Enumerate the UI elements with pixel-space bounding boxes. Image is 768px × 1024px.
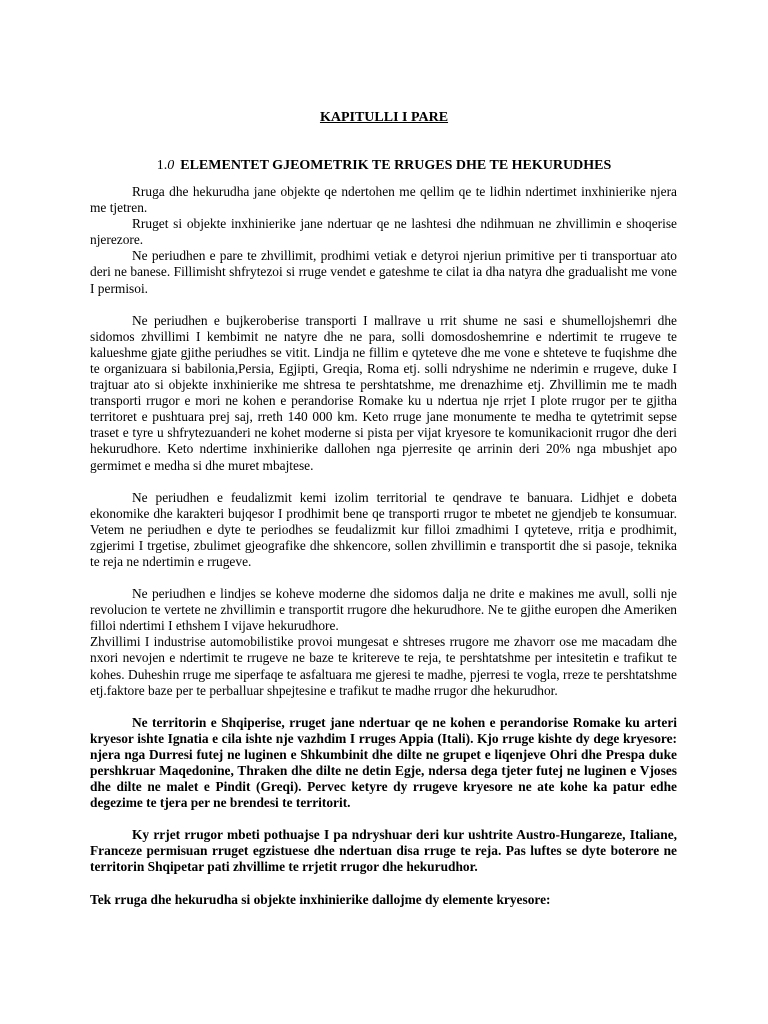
paragraph-1: Rruga dhe hekurudha jane objekte qe ndertohen me qellim qe te lidhin ndertimet inxhinierike njera me tjetren. <box>90 184 677 216</box>
paragraph-4: Ne periudhen e bujkeroberise transporti I mallrave u rrit shume ne sasi e shumellojshemri dhe sidomos zhvillimi I kembimit ne natyre dhe ne para, solli domosdoshemrine e ndertimit te rrugeve te kalueshme gjate gjithe periudhes se vitit. Lindja ne fillim e qyteteve dhe me vone e shteteve te fuqishme dhe te organizuara si babilonia,Persia, Egjipti, Greqia, Roma etj. solli ndryshime ne nderimin e rrugeve, duke I trajtuar ato si objekte inxhinierike me shtresa te pershtatshme, me drenazhime etj. Zhvillimin me te madh transporti rrugor e mori ne kohen e perandorise Romake ku u ndertua nje rrjet I plote rrugor per te gjitha territoret e pushtuara prej saj, rreth 140 000 km. Keto rruge jane monumente te medha te qytetrimit sepse traset e tyre u shfrytezuanderi ne kohet moderne si pista per vijat kryesore te komunikacionit rrugor dhe deri hekurudhore. Keto ndertime inxhinierike dallohen nga pjerresite qe arrinin deri 20% nga mbushjet apo germimet e medha si dhe muret mbajtese. <box>90 312 677 473</box>
paragraph-8: Ne territorin e Shqiperise, rruget jane ndertuar qe ne kohen e perandorise Romake ku arteri kryesor ishte Ignatia e cila ishte nje vazhdim I rruges Appia (Itali). Kjo rruge kishte dy dege kryesore: njera nga Durresi futej ne luginen e Shkumbinit dhe dilte ne grupet e liqenjeve Ohri dhe Prespa duke pershkruar Maqedonine, Thraken dhe dilte ne detin Egje, ndersa dega tjeter futej ne luginen e Vjoses dhe dilte ne malet e Pindit (Greqi). Pervec ketyre dy rrugeve kryesore ne ate kohe ka patur edhe degezime te tjera per ne brendesi te territorit. <box>90 714 677 811</box>
paragraph-9: Ky rrjet rrugor mbeti pothuajse I pa ndryshuar deri kur ushtrite Austro-Hungareze, Italiane, Franceze permisuan rruget egzistuese dhe ndertuan disa rruge te reja. Pas luftes se dyte boterore ne territorin Shqipetar pati zhvillime te rrjetit rrugor dhe hekurudhor. <box>90 827 677 875</box>
paragraph-6: Ne periudhen e lindjes se koheve moderne dhe sidomos dalja ne drite e makines me avull, solli nje revolucion te vertete ne zhvillimin e transportit rrugore dhe hekurudhore. Ne te gjithe europen dhe Ameriken filloi ndertimi I ethshem I vijave hekurudhore. <box>90 586 677 634</box>
paragraph-5: Ne periudhen e feudalizmit kemi izolim territorial te qendrave te banuara. Lidhjet e dobeta ekonomike dhe karakteri bujqesor I prodhimit bene qe transporti rrugor te mbetet ne gjendjeb te konsumuar. Vetem ne periudhen e dyte te periodhes se feudalizmit kur filloi zmadhimi I qyteteve, rritja e prodhimit, zgjerimi I trgetise, zbulimet gjeografike dhe shkencore, sollen zhvillimin e transportit dhe si pasoje, teknika te reja ne ndertimin e rrugeve. <box>90 489 677 569</box>
section-title: ELEMENTET GJEOMETRIK TE RRUGES DHE TE HEKURUDHES <box>180 158 612 173</box>
paragraph-7: Zhvillimi I industrise automobilistike provoi mungesat e shtreses rrugore me zhavorr ose me macadam dhe nxori nevojen e ndertimit te rrugeve ne baze te kritereve te reja, te pershtatshme per intesitetin e trafikut te kohes. Duheshin rruge me siperfaqe te asfaltuara me gjeresi te madhe, pjerresi te vogla, rreze te pershtatshme etj.faktore baze per te perballuar shpejtesine e trafikut te madhe rrugor dhe hekurudhor. <box>90 634 677 698</box>
paragraph-2: Rruget si objekte inxhinierike jane ndertuar qe ne lashtesi dhe ndihmuan ne zhvillimin e shoqerise njerezore. <box>90 216 677 248</box>
document-body <box>90 184 677 908</box>
section-number: 1.0 <box>156 158 175 173</box>
section-heading <box>0 158 768 174</box>
paragraph-3: Ne periudhen e pare te zhvillimit, prodhimi vetiak e detyroi njeriun primitive per ti transportuar ato deri ne banese. Fillimisht shfrytezoi si rruge vendet e gateshme te cilat ia dha natyra dhe gradualisht me vone I permisoi. <box>90 248 677 296</box>
paragraph-10: Tek rruga dhe hekurudha si objekte inxhinierike dallojme dy elemente kryesore: <box>90 891 551 907</box>
chapter-title: KAPITULLI I PARE <box>319 110 449 125</box>
